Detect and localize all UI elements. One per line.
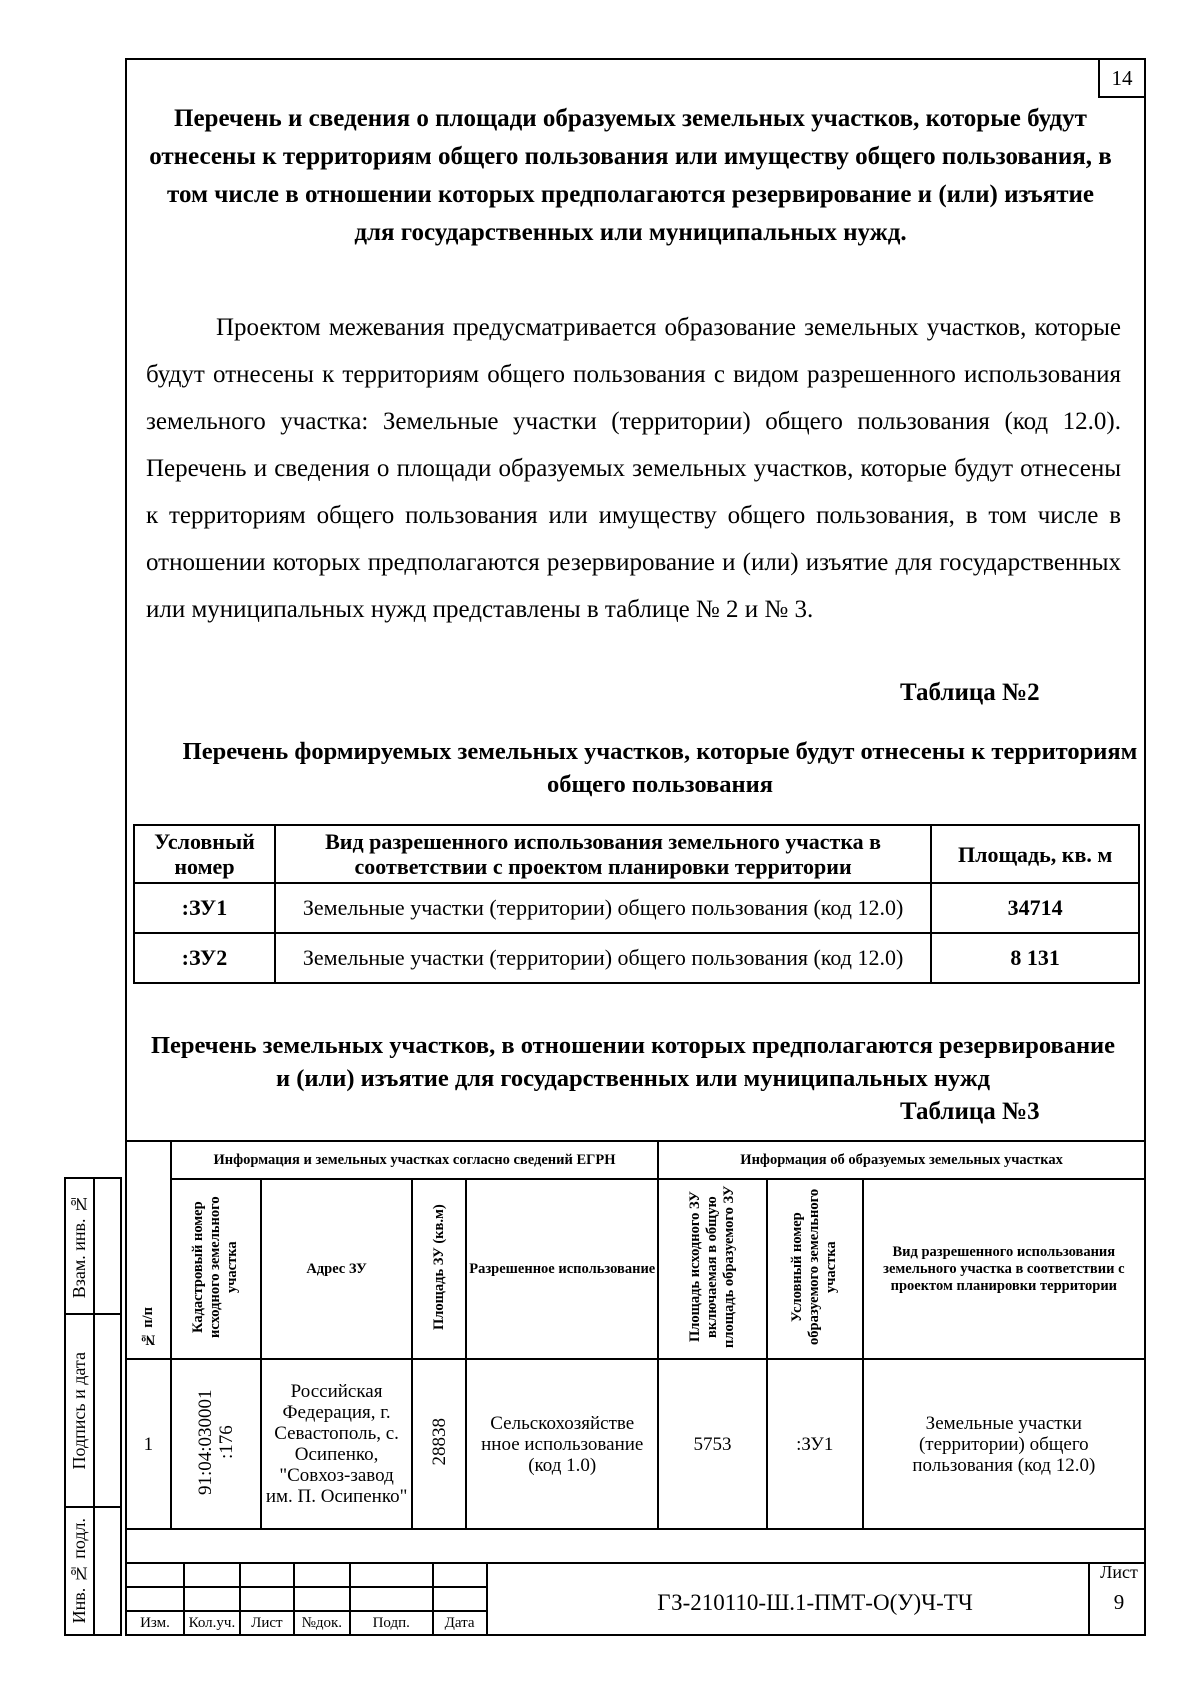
table3-title: Перечень земельных участков, в отношении которых предполагаются резервирование и (или) изъятие для государственных или муниципальных нужд	[150, 1032, 1116, 1092]
table2-cell-use: Земельные участки (территории) общего пользования (код 12.0)	[275, 883, 931, 933]
table3-cell-cond: :ЗУ1	[767, 1359, 863, 1529]
table3-cell-included: 5753	[658, 1359, 767, 1529]
table3-header-newuse: Вид разрешенного использования земельного участка в соответствии с проектом планировки территории	[863, 1179, 1145, 1359]
table3-header-address: Адрес ЗУ	[261, 1179, 413, 1359]
side-label-replaced: Взам. инв. №	[69, 1193, 89, 1299]
table3-header-included: Площадь исходного ЗУ включаемая в общую площадь образуемого ЗУ	[687, 1185, 737, 1348]
table-row	[126, 1359, 1145, 1529]
table3-cell-area: 28838	[428, 1417, 450, 1466]
stamp-col-change: Изм.	[126, 1611, 184, 1635]
table2	[133, 824, 1140, 984]
table2-header-number: Условный номер	[134, 825, 275, 883]
table3-header-num: № п/п	[139, 1306, 156, 1347]
table3-header-area: Площадь ЗУ (кв.м)	[430, 1203, 447, 1330]
table2-caption: Таблица №2	[900, 679, 1040, 706]
table2-cell-number: :ЗУ2	[134, 933, 275, 983]
sheet-number: 9	[1113, 1590, 1125, 1614]
table2-header-use: Вид разрешенного использования земельного участка в соответствии с проектом планировки территории	[275, 825, 931, 883]
stamp-col-doc: №док.	[294, 1611, 350, 1635]
table3-cell-num: 1	[126, 1359, 171, 1529]
side-box-original	[64, 1506, 122, 1636]
table2-header-area: Площадь, кв. м	[931, 825, 1139, 883]
side-label-original: Инв. № подл.	[69, 1518, 89, 1624]
table2-cell-area: 8 131	[931, 933, 1139, 983]
table3-header-use: Разрешенное использование	[466, 1179, 658, 1359]
table2-cell-use: Земельные участки (территории) общего пользования (код 12.0)	[275, 933, 931, 983]
stamp-col-sheet: Лист	[240, 1611, 294, 1635]
table2-cell-area: 34714	[931, 883, 1139, 933]
table3-cell-cadastral: 91:04:030001 :176	[194, 1388, 237, 1495]
table3-cell-address: Российская Федерация, г. Севастополь, с. Осипенко, "Совхоз-завод им. П. Осипенко"	[261, 1359, 413, 1529]
stamp-col-date: Дата	[433, 1611, 487, 1635]
sheet-label: Лист	[1100, 1562, 1138, 1582]
table-row	[134, 933, 1139, 983]
side-box-replaced	[64, 1177, 122, 1315]
table3-cell-use: Сельскохозяйстве нное использование (код 1.0)	[466, 1359, 658, 1529]
document-code: ГЗ-210110-Ш.1-ПМТ-О(У)Ч-ТЧ	[657, 1590, 973, 1615]
table3-caption: Таблица №3	[900, 1098, 1040, 1125]
table3-header-cadastral: Кадастровый номер исходного земельного участка	[190, 1195, 241, 1338]
page-number: 14	[1098, 58, 1146, 98]
side-label-signature: Подпись и дата	[69, 1351, 89, 1470]
side-box-signature	[64, 1313, 122, 1508]
table2-title: Перечень формируемых земельных участков, которые будут отнесены к территориям общего пользования	[182, 738, 1138, 798]
table-row	[134, 883, 1139, 933]
table3	[125, 1140, 1146, 1530]
section-heading: Перечень и сведения о площади образуемых земельных участков, которые будут отнесены к территориям общего пользования или имуществу общего пользования, в том числе в отношении которых предполагаются резервирование и (или) изъятие для государственных или муниципальных нужд.	[149, 105, 1112, 246]
stamp-col-sign: Подп.	[350, 1611, 433, 1635]
stamp-col-count: Кол.уч.	[184, 1611, 240, 1635]
table3-group-new: Информация об образуемых земельных участках	[658, 1141, 1145, 1179]
table3-group-egrn: Информация и земельных участках согласно сведений ЕГРН	[171, 1141, 658, 1179]
table2-cell-number: :ЗУ1	[134, 883, 275, 933]
table3-cell-newuse: Земельные участки (территории) общего пользования (код 12.0)	[863, 1359, 1145, 1529]
body-paragraph: Проектом межевания предусматривается образование земельных участков, которые будут отнесены к территориям общего пользования с видом разрешенного использования земельного участка: Земельные участки (территории) общего пользования (код 12.0). Перечень и сведения о площади образуемых земельных участков, которые будут отнесены к территориям общего пользования или имуществу общего пользования, в том числе в отношении которых предполагаются резервирование и (или) изъятие для государственных или муниципальных нужд представлены в таблице № 2 и № 3.	[146, 314, 1121, 623]
table3-header-cond: Условный номер образуемого земельного участка	[789, 1188, 840, 1345]
